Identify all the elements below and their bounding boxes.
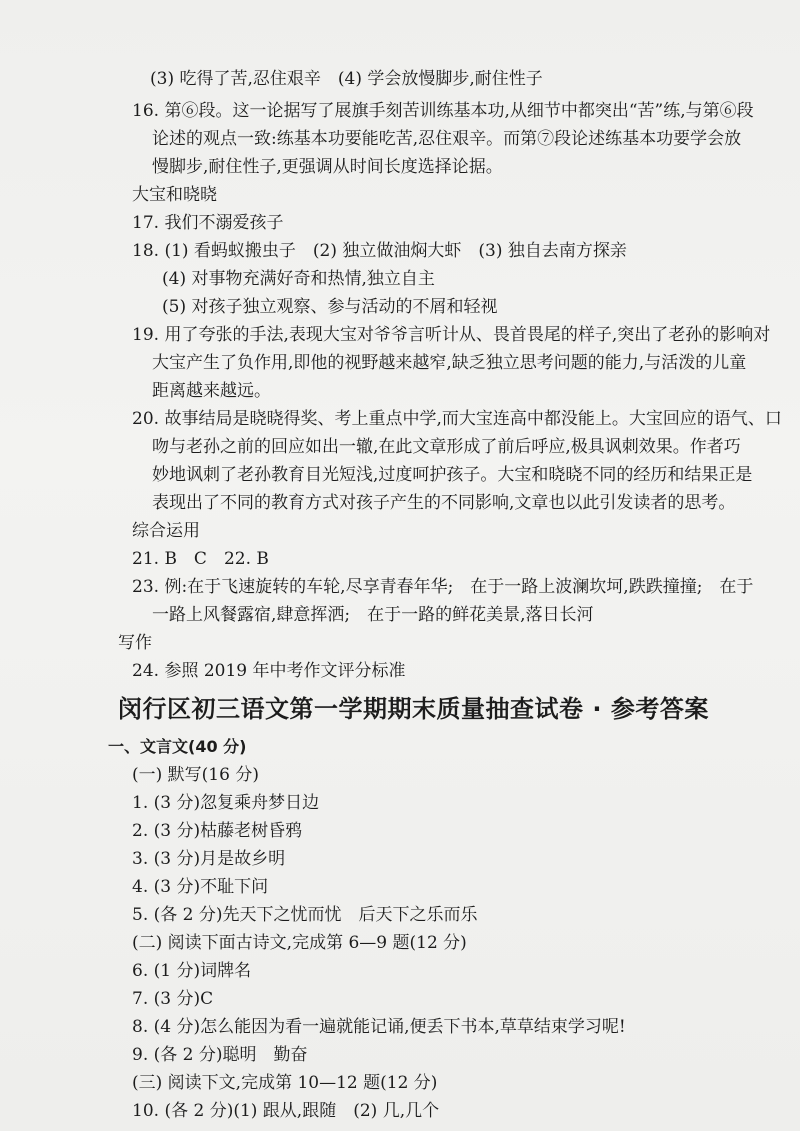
answer-10: 10. (各 2 分)(1) 跟从,跟随 (2) 几,几个: [132, 1101, 440, 1121]
answer-4: 4. (3 分)不耻下问: [132, 877, 269, 897]
section-heading-wenyanwen: 一、文言文(40 分): [108, 737, 247, 756]
answer-15-items: (3) 吃得了苦,忍住艰辛 (4) 学会放慢脚步,耐住性子: [150, 69, 543, 89]
section-heading-dabao: 大宝和晓晓: [132, 185, 217, 205]
answer-24: 24. 参照 2019 年中考作文评分标准: [132, 661, 406, 681]
answer-18-line2: (4) 对事物充满好奇和热情,独立自主: [162, 269, 435, 289]
subsection-moxie: (一) 默写(16 分): [132, 765, 259, 785]
answer-21-22: 21. B C 22. B: [132, 549, 269, 569]
answer-6: 6. (1 分)词牌名: [132, 961, 252, 981]
answer-20-line4: 表现出了不同的教育方式对孩子产生的不同影响,文章也以此引发读者的思考。: [152, 493, 736, 513]
answer-19-line1: 19. 用了夸张的手法,表现大宝对爷爷言听计从、畏首畏尾的样子,突出了老孙的影响对: [132, 325, 771, 345]
answer-23-line1: 23. 例:在于飞速旋转的车轮,尽享青春年华; 在于一路上波澜坎坷,跌跌撞撞; 在于: [132, 577, 754, 597]
answer-19-line2: 大宝产生了负作用,即他的视野越来越窄,缺乏独立思考问题的能力,与活泼的儿童: [152, 353, 747, 373]
answer-8: 8. (4 分)怎么能因为看一遍就能记诵,便丢下书本,草草结束学习呢!: [132, 1017, 626, 1037]
answer-19-line3: 距离越来越远。: [152, 381, 271, 401]
answer-23-line2: 一路上风餐露宿,肆意挥洒; 在于一路的鲜花美景,落日长河: [152, 605, 594, 625]
answer-18-line3: (5) 对孩子独立观察、参与活动的不屑和轻视: [162, 297, 498, 317]
answer-3: 3. (3 分)月是故乡明: [132, 849, 286, 869]
subsection-yuedu: (三) 阅读下文,完成第 10—12 题(12 分): [132, 1073, 438, 1093]
answer-16-line1: 16. 第⑥段。这一论据写了展旗手刻苦训练基本功,从细节中都突出“苦”练,与第⑥段: [132, 101, 754, 121]
document-title: 闵行区初三语文第一学期期末质量抽查试卷 · 参考答案: [118, 695, 709, 723]
answer-20-line1: 20. 故事结局是晓晓得奖、考上重点中学,而大宝连高中都没能上。大宝回应的语气、口: [132, 409, 782, 429]
answer-7: 7. (3 分)C: [132, 989, 214, 1009]
answer-1: 1. (3 分)忽复乘舟梦日边: [132, 793, 320, 813]
answer-18-line1: 18. (1) 看蚂蚁搬虫子 (2) 独立做油焖大虾 (3) 独自去南方探亲: [132, 241, 627, 261]
answer-20-line3: 妙地讽刺了老孙教育目光短浅,过度呵护孩子。大宝和晓晓不同的经历和结果正是: [152, 465, 753, 485]
section-heading-zonghe: 综合运用: [132, 521, 200, 541]
answer-16-line3: 慢脚步,耐住性子,更强调从时间长度选择论据。: [152, 157, 503, 177]
answer-16-line2: 论述的观点一致:练基本功要能吃苦,忍住艰辛。而第⑦段论述练基本功要学会放: [152, 129, 742, 149]
answer-9: 9. (各 2 分)聪明 勤奋: [132, 1045, 308, 1065]
section-heading-xiezuo: 写作: [118, 633, 152, 653]
subsection-gushiwen: (二) 阅读下面古诗文,完成第 6—9 题(12 分): [132, 933, 467, 953]
answer-2: 2. (3 分)枯藤老树昏鸦: [132, 821, 303, 841]
answer-20-line2: 吻与老孙之前的回应如出一辙,在此文章形成了前后呼应,极具讽刺效果。作者巧: [152, 437, 741, 457]
answer-17: 17. 我们不溺爱孩子: [132, 213, 284, 233]
answer-5: 5. (各 2 分)先天下之忧而忧 后天下之乐而乐: [132, 905, 478, 925]
